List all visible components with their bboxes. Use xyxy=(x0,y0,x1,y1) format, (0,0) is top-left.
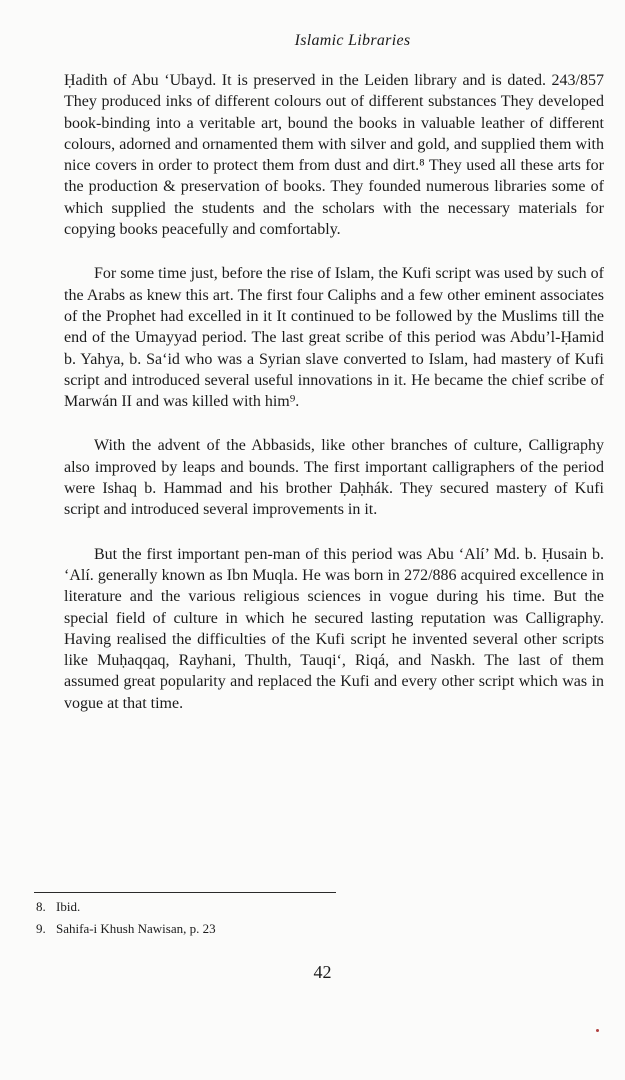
footnote-rule xyxy=(34,892,336,893)
footnote-8 xyxy=(36,896,216,918)
paragraph-1: Ḥadith of Abu ‘Ubayd. It is preserved in the Leiden library and is dated. 243/857 They produced inks of different colours out of different substances They developed book-binding into a veritable art, bound the books in valuable leather of different colours, adorned and ornamented them with silver and gold, and supplied them with nice covers in order to protect them from dust and dirt.⁸ They used all these arts for the production & preservation of books. They founded numerous libraries some of which supplied the students and the scholars with the necessary materials for copying books peacefully and comfortably. xyxy=(64,72,604,239)
running-head: Islamic Libraries xyxy=(294,32,411,49)
footnotes xyxy=(36,896,216,940)
body-text xyxy=(64,70,604,714)
footnote-text: Sahifa-i Khush Nawisan, p. 23 xyxy=(56,921,216,936)
footnote-9 xyxy=(36,918,216,940)
page-number: 42 xyxy=(313,962,332,982)
footnote-number: 9. xyxy=(36,921,46,936)
footnote-number: 8. xyxy=(36,899,46,914)
footnote-text: Ibid. xyxy=(56,899,81,914)
paragraph-4: But the first important pen-man of this period was Abu ‘Alí’ Md. b. Ḥusain b. ‘Alí. generally known as Ibn Muqla. He was born in 272/886 acquired excellence in literature and the various religious sciences in vogue during his time. But the special field of culture in which he secured lasting reputation was Calligraphy. Having realised the difficulties of the Kufi script he invented several other scripts like Muḥaqqaq, Rayhani, Thulth, Tauqi‘, Riqá, and Naskh. The last of them assumed great popularity and replaced the Kufi and every other script which was in vogue at that time. xyxy=(64,545,604,712)
paper-speck xyxy=(596,1029,599,1032)
paragraph-2: For some time just, before the rise of Islam, the Kufi script was used by such of the Arabs as knew this art. The first four Caliphs and a few other eminent associates of the Prophet had excelled in it It continued to be followed by the Muslims till the end of the Umayyad period. The last great scribe of this period was Abdu’l-Ḥamid b. Yahya, b. Sa‘id who was a Syrian slave converted to Islam, had mastery of Kufi script and introduced several useful innovations in it. He became the chief scribe of Marwán II and was killed with him⁹. xyxy=(64,265,604,411)
paragraph-3: With the advent of the Abbasids, like other branches of culture, Calligraphy also improved by leaps and bounds. The first important calligraphers of the period were Ishaq b. Hammad and his brother Ḍaḥhák. They secured mastery of Kufi script and introduced several improvements in it. xyxy=(64,437,604,519)
